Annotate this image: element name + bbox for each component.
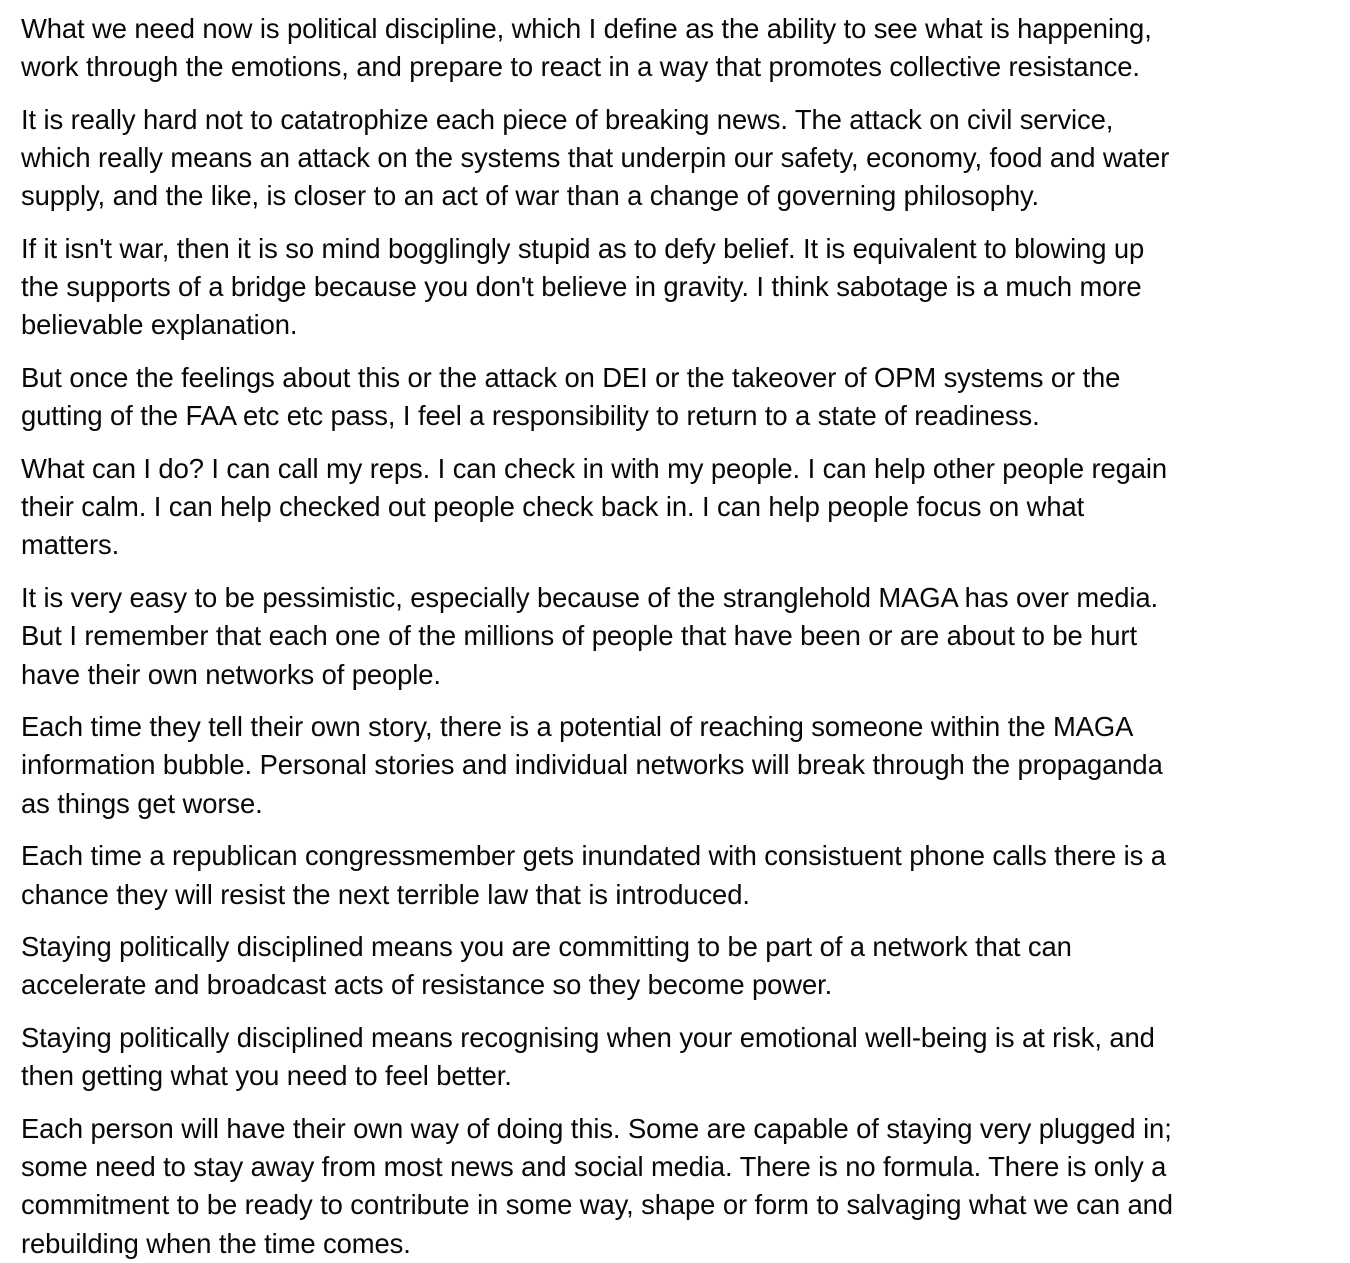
- post-paragraph: Staying politically disciplined means you are committing to be part of a network that can accelerate and broadcast acts of resistance so they become power.: [21, 931, 1072, 1001]
- post-paragraph: But once the feelings about this or the attack on DEI or the takeover of OPM systems or the gutting of the FAA etc etc pass, I feel a responsibility to return to a state of readiness.: [21, 362, 1121, 432]
- post-paragraph: Each time they tell their own story, there is a potential of reaching someone within the MAGA information bubble. Personal stories and individual networks will break through the propaganda as things get worse.: [21, 711, 1163, 819]
- post-paragraph: If it isn't war, then it is so mind bogglingly stupid as to defy belief. It is equivalent to blowing up the supports of a bridge because you don't believe in gravity. I think sabotage is a much more believable explanation.: [21, 233, 1145, 341]
- post-paragraph: Staying politically disciplined means recognising when your emotional well-being is at risk, and then getting what you need to feel better.: [21, 1022, 1155, 1092]
- post-paragraph: What we need now is political discipline, which I define as the ability to see what is happening, work through the emotions, and prepare to react in a way that promotes collective resistance.: [21, 13, 1152, 83]
- post-paragraph: Each time a republican congressmember gets inundated with consistuent phone calls there is a chance they will resist the next terrible law that is introduced.: [21, 840, 1166, 910]
- post-paragraph: It is really hard not to catatrophize each piece of breaking news. The attack on civil service, which really means an attack on the systems that underpin our safety, economy, food and water supply, and the like, is closer to an act of war than a change of governing philosophy.: [21, 103, 1170, 212]
- post-paragraph: Each person will have their own way of doing this. Some are capable of staying very plugged in; some need to stay away from most news and social media. There is no formula. There is only a commitment to be ready to contribute in some way, shape or form to salvaging what we can and rebuilding when the time comes.: [21, 1113, 1173, 1259]
- post-paragraph: It is very easy to be pessimistic, especially because of the stranglehold MAGA has over media. But I remember that each one of the millions of people that have been or are about to be hurt have their own networks of people.: [21, 582, 1158, 690]
- post-paragraph: What can I do? I can call my reps. I can check in with my people. I can help other people regain their calm. I can help checked out people check back in. I can help people focus on what matters.: [21, 453, 1167, 561]
